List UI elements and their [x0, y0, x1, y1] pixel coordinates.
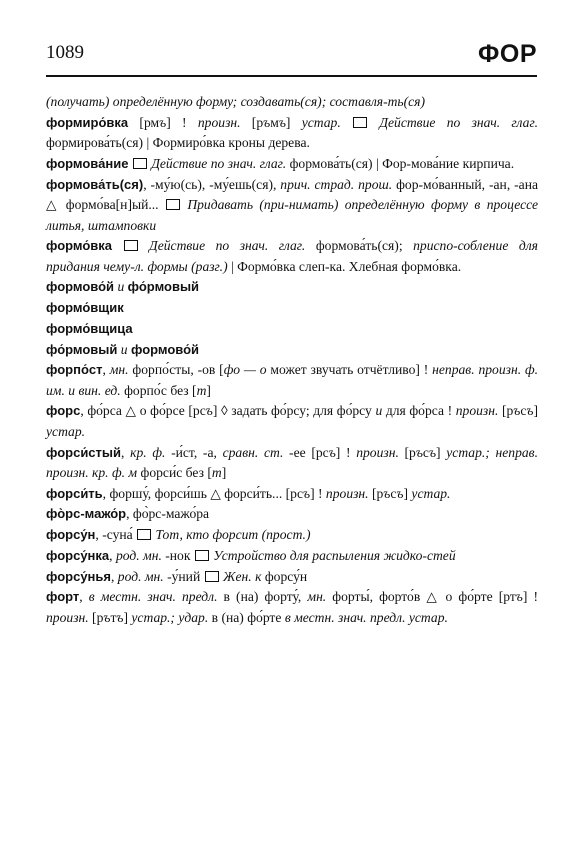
dictionary-entry-formirovka [46, 113, 538, 154]
italic-note: ъ [526, 403, 534, 419]
header-rule [46, 75, 537, 77]
headword: форсу́нья [46, 568, 111, 584]
italic-note: неправ. произн. ф. им. и вин. ед. [46, 362, 538, 398]
italic-note: род. мн. [115, 547, 162, 563]
headword: фо́рмовый [127, 279, 200, 295]
italic-note: ъ [428, 444, 437, 460]
entry-text: форси́с без [ [137, 465, 212, 481]
headword: форсу́нка [46, 547, 110, 563]
entry-text: | Формо́вка слеп-ка. Хлебная формо́вка. [227, 258, 462, 274]
italic-note: ъ [159, 114, 167, 130]
entry-text: -нок [161, 547, 194, 563]
dictionary-entry-formovyi [46, 340, 538, 361]
entry-text: ] [403, 485, 412, 501]
dictionary-entry-formovoi [46, 277, 538, 298]
headword: формова́ть(ся) [46, 176, 144, 192]
headword: форс [46, 403, 81, 419]
headword: формо́вка [46, 238, 113, 254]
entry-text: , [102, 362, 110, 378]
entry-text: ] [123, 609, 132, 625]
italic-note: ъ [513, 403, 521, 419]
entry-text: [р [368, 485, 384, 501]
headword: формово́й [46, 279, 115, 295]
dictionary-entry-fors-mazhor [46, 504, 538, 525]
entry-text: , [109, 547, 116, 563]
entry-text: ] ! [335, 444, 357, 460]
entry-text: [р [240, 114, 264, 130]
headword: формова́ние [46, 155, 129, 171]
entry-text: может звучать отчётливо] ! [266, 362, 433, 378]
page-number: 1089 [46, 42, 84, 63]
entry-text: ] [221, 465, 227, 481]
entry-text: , -му́ю(сь), -му́ешь(ся), [143, 176, 281, 192]
dictionary-entry-forpost [46, 360, 538, 401]
italic-note: ъ [383, 485, 391, 501]
italic-note: Тот, кто форсит (прост.) [152, 527, 311, 543]
italic-note: устар. [46, 423, 86, 439]
italic-note: ъ [205, 403, 213, 419]
italic-note: прич. страд. прош. [280, 176, 393, 192]
headword: форси́стый [46, 444, 121, 460]
italic-note: мн. [307, 589, 327, 605]
entry-text [341, 115, 352, 130]
dictionary-entry-forsunya [46, 567, 538, 588]
entry-text: ] ! [522, 589, 538, 605]
italic-note: в местн. знач. предл. устар. [284, 609, 448, 625]
italic-note: в местн. знач. предл. [88, 589, 218, 605]
entry-text: -у́ний [163, 568, 204, 584]
entry-text: ] ! [166, 114, 198, 130]
italic-note: устар.; удар. [131, 609, 209, 625]
headword: формово́й [130, 341, 200, 357]
dictionary-entry-continuation [46, 92, 538, 113]
entry-text: [рм [128, 114, 160, 130]
italic-note: и [375, 403, 383, 419]
headword: форпо́ст [46, 362, 103, 378]
italic-note: и [117, 341, 131, 357]
dictionary-entry-fort [46, 587, 538, 628]
entry-text [112, 238, 123, 253]
headword: фо́рмовый [46, 341, 118, 357]
headword: форт [46, 589, 80, 605]
entry-text: , [121, 444, 131, 460]
definition-marker-icon [205, 571, 219, 582]
italic-note: произн. [356, 444, 399, 460]
entry-text: [р [498, 403, 514, 419]
headword: формо́вщица [46, 320, 133, 336]
italic-note: произн. [455, 403, 499, 419]
italic-note: т [211, 465, 222, 481]
italic-note: ъ [396, 485, 404, 501]
entry-text: -и́ст, -а, [165, 444, 223, 460]
entry-text: ] ◊ задать фо́рсу; для фо́рсу [212, 403, 376, 419]
italic-note: ъ [415, 444, 423, 460]
entry-text: , [79, 589, 89, 605]
entry-text: формирова́ть(ся) | Формиро́вка кроны дерева. [46, 135, 310, 151]
italic-note: ъ [303, 485, 311, 501]
definition-marker-icon [133, 158, 147, 169]
italic-note: ъ [263, 114, 271, 130]
italic-note: ъ [278, 114, 286, 130]
headword: фо̀рс-мажо́р [46, 506, 127, 522]
italic-note: кр. ф. [130, 444, 166, 460]
entry-text: формова́ть(ся); [305, 238, 414, 254]
dictionary-entry-formovatsya [46, 175, 538, 237]
entry-text: формова́ть(ся) | Фор-мова́ние кирпича. [286, 155, 515, 171]
entry-text: с [422, 444, 429, 460]
italic-note: устар. [411, 485, 451, 501]
headword: форсу́н [46, 527, 96, 543]
italic-note: мн. [109, 362, 129, 378]
definition-marker-icon [137, 529, 151, 540]
italic-note: ъ [103, 609, 111, 625]
headword: форси́ть [46, 485, 103, 501]
entry-text: ] [533, 403, 538, 419]
entry-text: форпо́с без [ [120, 382, 197, 398]
dictionary-entries [46, 92, 538, 628]
definition-marker-icon [166, 199, 180, 210]
entry-text: с [390, 485, 397, 501]
entry-text: , [110, 568, 118, 584]
entry-text: форпо́сты, -ов [ [128, 362, 224, 378]
entry-text: , фо̀рс-мажо́ра [126, 506, 210, 522]
italic-note: устар.; неправ. произн. кр. ф. м [46, 444, 538, 481]
entry-text: форты́, форто́в △ о фо́рте [рт [326, 589, 516, 605]
italic-note: произн. [197, 114, 241, 130]
dictionary-entry-fors [46, 401, 538, 442]
italic-note: и [114, 279, 128, 295]
definition-marker-icon [124, 240, 138, 251]
entry-text: для фо́рса ! [382, 403, 456, 419]
entry-text: фор-мо́ванный, -ан, -ана △ формо́ва[н]ый... [46, 176, 539, 213]
italic-note: (получать) определённую форму; создавать(ся); составля-ть(ся) [46, 94, 426, 109]
italic-note: Действие по знач. глаг. [368, 114, 538, 130]
entry-text: , форшу́, форси́шь △ форси́ть... [рс [102, 485, 303, 501]
dictionary-entry-formovshchik [46, 298, 538, 319]
entry-text: , -суна́ [95, 527, 137, 543]
dictionary-entry-formovanie [46, 154, 538, 175]
entry-text: ] [436, 444, 447, 460]
entry-text: в (на) фо́рте [208, 609, 285, 625]
dictionary-entry-forsun [46, 525, 538, 546]
definition-marker-icon [353, 117, 367, 128]
entry-text [128, 156, 131, 171]
headword: формо́вщик [46, 300, 124, 316]
italic-note: т [196, 382, 207, 398]
entry-text: ] [285, 114, 302, 130]
italic-note: род. мн. [117, 568, 164, 584]
italic-note: Придавать (при-нимать) определённую форму в процессе литья, штамповки [46, 197, 538, 233]
entry-text: ] [206, 382, 211, 398]
italic-note: приспо-собление для придания чему-л. формы (разг.) [46, 238, 538, 274]
entry-text: ] ! [310, 485, 326, 501]
dictionary-entry-formovka [46, 236, 538, 277]
italic-note: устар. [301, 114, 341, 130]
italic-note: произн. [46, 609, 89, 625]
italic-note: ъ [328, 444, 336, 460]
dictionary-entry-forsunka [46, 546, 538, 567]
headword: формиро́вка [46, 114, 129, 130]
italic-note: Устройство для распыления жидко-стей [209, 547, 456, 563]
dictionary-entry-forsistyi [46, 443, 538, 484]
italic-note: произн. [325, 485, 369, 501]
entry-text: форсу́н [261, 568, 308, 584]
entry-text: в (на) форту́, [217, 589, 308, 605]
page-header [46, 40, 537, 74]
definition-marker-icon [195, 550, 209, 561]
dictionary-entry-forsit [46, 484, 538, 505]
italic-note: Действие по знач. глаг. [147, 155, 287, 171]
entry-text: -ее [рс [283, 444, 329, 460]
entry-text: [р [88, 609, 104, 625]
entry-text: , фо́рса △ о фо́рсе [рс [80, 403, 206, 419]
italic-note: Действие по знач. глаг. [138, 238, 306, 254]
italic-note: Жен. к [219, 568, 262, 584]
entry-text: [р [398, 444, 416, 460]
entry-text: т [110, 609, 117, 625]
italic-note: фо — о [223, 362, 267, 378]
entry-text: с [520, 403, 527, 419]
italic-note: сравн. ст. [222, 444, 284, 460]
italic-note: ъ [515, 589, 523, 605]
running-head: ФОР [478, 40, 537, 68]
entry-text: м [270, 114, 279, 130]
italic-note: ъ [116, 609, 124, 625]
dictionary-entry-formovshchitsa [46, 319, 538, 340]
